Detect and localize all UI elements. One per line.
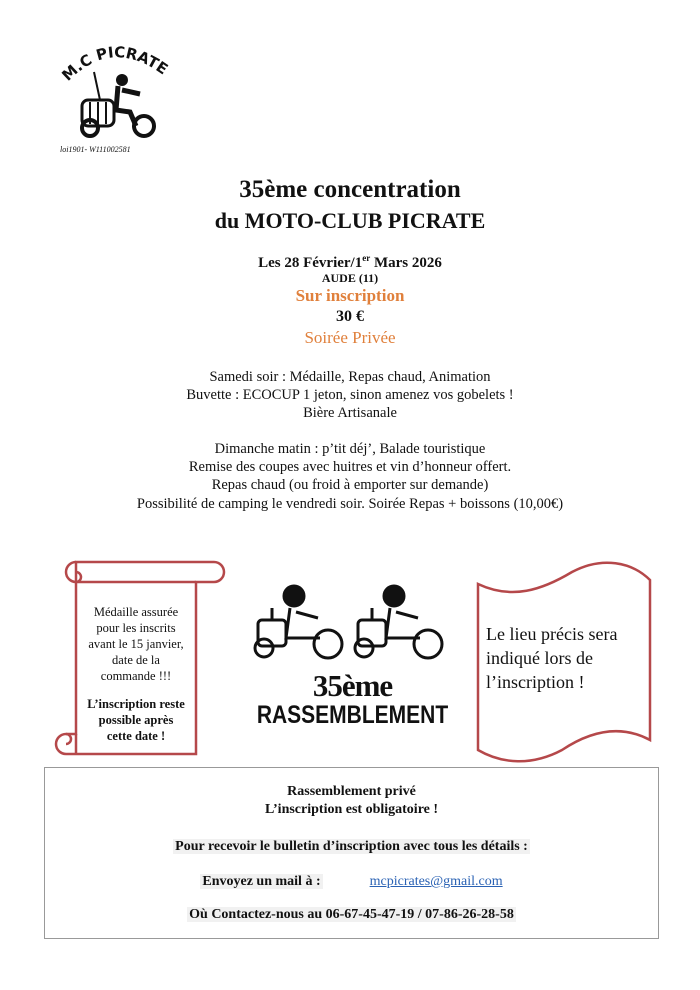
private-evening: Soirée Privée [304,328,396,347]
private-gathering-text: Rassemblement privé [287,784,416,799]
biker-2 [355,586,442,658]
title-line-1: 35ème concentration [239,176,461,203]
bulletin-info-text: Pour recevoir le bulletin d’inscription avec tous les détails : [175,839,528,854]
svg-text:M.C PICRATE: M.C PICRATE [60,43,170,85]
right-scroll-text: Le lieu précis sera indiqué lors de l’inscription ! [486,624,618,692]
program-line: Samedi soir : Médaille, Repas chaud, Animation [209,369,491,385]
motorcycle-sidecar-icon [60,42,170,142]
program-line: Dimanche matin : p’tit déj’, Balade touristique [214,441,486,457]
program-line: Possibilité de camping le vendredi soir. Soirée Repas + boissons (10,00€) [136,496,564,512]
mandatory-registration-text: L’inscription est obligatoire ! [264,802,439,817]
phone-contact-text: Où Contactez-nous au 06-67-45-47-19 / 07-86-26-28-58 [189,907,514,922]
anniversary-number: 35ème [312,668,393,703]
program-line: Buvette : ECOCUP 1 jeton, sinon amenez vos gobelets ! [186,387,514,403]
title-line-2: du MOTO-CLUB PICRATE [214,208,486,233]
mail-label: Envoyez un mail à : [202,874,321,889]
bikers-cake-illustration [250,582,450,664]
event-price: 30 € [336,308,364,325]
mc-picrate-logo [60,42,170,142]
program-line: Remise des coupes avec huitres et vin d’honneur offert. [188,459,512,475]
email-row [45,874,658,890]
left-scroll-text: Médaille assurée pour les inscrits avant le 15 janvier, date de la commande !!! L’inscription reste possible après cette date ! [87,605,185,743]
biker-1 [255,586,342,658]
email-link[interactable]: mcpicrates@gmail.com [369,874,503,889]
registration-number: loi1901- W111002581 [60,145,131,154]
registration-required: Sur inscription [295,286,405,305]
contact-box [44,767,659,939]
program-line: Bière Artisanale [303,405,397,421]
program-line: Repas chaud (ou froid à emporter sur demande) [211,477,489,493]
event-dates: Les 28 Février/1er Mars 2026 [258,253,442,271]
event-location: AUDE (11) [321,271,379,285]
rassemblement-word: RASSEMBLEMENT [256,701,449,730]
